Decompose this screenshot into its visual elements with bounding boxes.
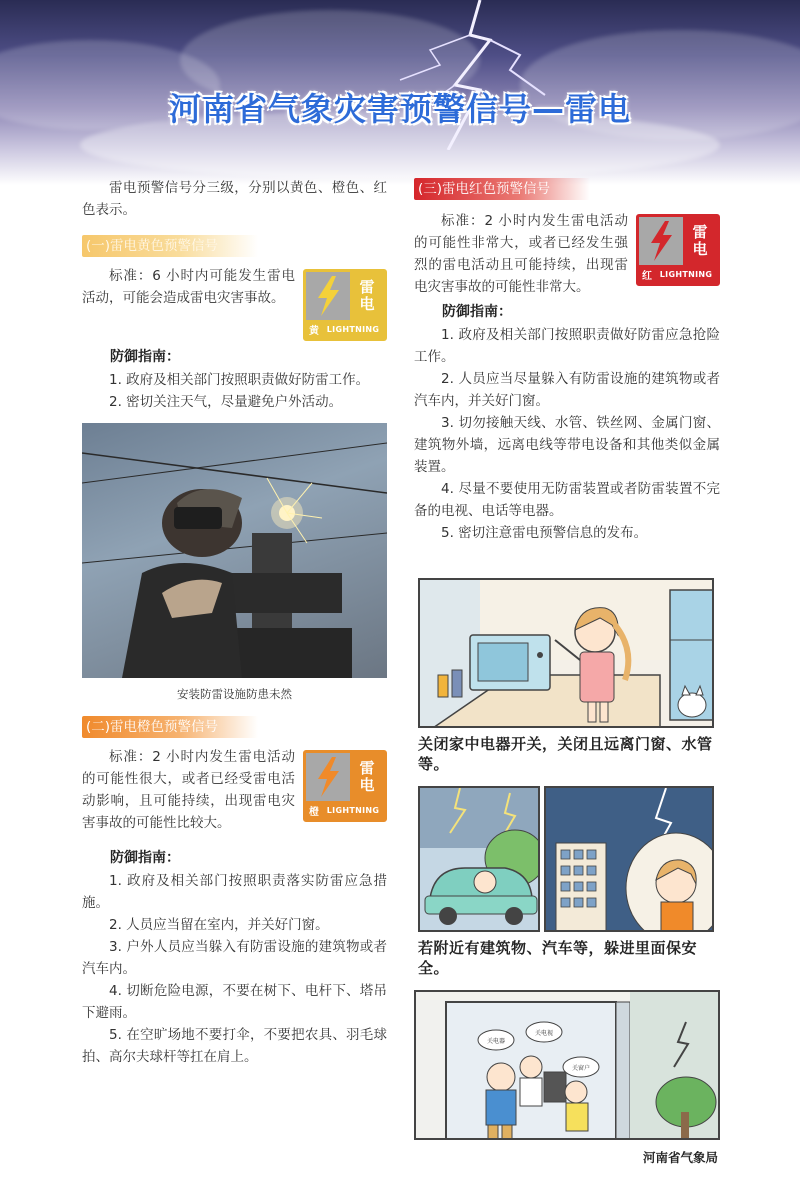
signal-char: 雷 xyxy=(692,223,708,241)
signal-english: LIGHTNING xyxy=(326,805,380,815)
orange-guide-3: 3. 户外人员应当躲入有防雷设施的建筑物或者汽车内。 xyxy=(82,939,387,977)
comic-car-illustration xyxy=(420,788,540,932)
speech-bubble-3: 关窗户 xyxy=(571,1065,591,1072)
comic-house-illustration xyxy=(416,992,720,1140)
red-guide-2: 2. 人员应当尽量躲入有防雷设施的建筑物或者汽车内，并关好门窗。 xyxy=(414,371,720,409)
photo-worker-installing xyxy=(82,423,387,678)
orange-section xyxy=(82,716,387,1068)
yellow-standard: 标准：6 小时内可能发生雷电活动，可能会造成雷电灾害事故。 xyxy=(82,268,295,306)
speech-bubble-1: 关电器 xyxy=(486,1038,506,1045)
red-signal-icon xyxy=(636,214,720,286)
lightning-icon xyxy=(639,217,683,265)
comic-kitchen xyxy=(418,578,714,728)
footer-organization: 河南省气象局 xyxy=(642,1150,718,1165)
signal-level: 红 xyxy=(642,270,652,282)
signal-level: 橙 xyxy=(309,806,319,818)
signal-char: 电 xyxy=(692,240,708,258)
orange-guide-2: 2. 人员应当留在室内，并关好门窗。 xyxy=(109,917,329,933)
intro-text: 雷电预警信号分三级，分别以黄色、橙色、红色表示。 xyxy=(82,180,387,218)
red-guide-5: 5. 密切注意雷电预警信息的发布。 xyxy=(441,525,648,541)
photo-caption: 安装防雷设施防患未然 xyxy=(177,687,292,701)
red-guide-1: 1. 政府及相关部门按照职责做好防雷应急抢险工作。 xyxy=(414,327,720,365)
comic-kitchen-illustration xyxy=(420,580,714,728)
yellow-guide-2: 2. 密切关注天气，尽量避免户外活动。 xyxy=(109,394,343,410)
signal-level: 黄 xyxy=(309,325,319,337)
speech-bubble-2: 关电视 xyxy=(534,1030,554,1037)
signal-char: 雷 xyxy=(359,759,375,777)
orange-signal-icon xyxy=(303,750,387,822)
comic-car xyxy=(418,786,540,932)
orange-guide-1: 1. 政府及相关部门按照职责落实防雷应急措施。 xyxy=(82,873,387,911)
yellow-section xyxy=(82,235,387,413)
orange-standard: 标准：2 小时内发生雷电活动的可能性很大，或者已经受雷电活动影响，且可能持续，出现雷电灾害事故的可能性比较大。 xyxy=(82,749,295,831)
comic-building-illustration xyxy=(546,788,714,932)
yellow-guide-1: 1. 政府及相关部门按照职责做好防雷工作。 xyxy=(109,372,370,388)
comic-caption-1: 关闭家中电器开关，关闭且远离门窗、水管等。 xyxy=(418,735,713,773)
signal-english: LIGHTNING xyxy=(659,269,713,279)
orange-guide-5: 5. 在空旷场地不要打伞，不要把农具、羽毛球拍、高尔夫球杆等扛在肩上。 xyxy=(82,1027,387,1065)
signal-char: 雷 xyxy=(359,278,375,296)
header-banner xyxy=(0,0,800,185)
right-column xyxy=(414,178,720,544)
signal-char: 电 xyxy=(359,295,375,313)
signal-char: 电 xyxy=(359,776,375,794)
lightning-icon xyxy=(306,753,350,801)
red-section-title: (三)雷电红色预警信号 xyxy=(414,178,590,200)
lightning-icon xyxy=(306,272,350,320)
red-section xyxy=(414,178,720,544)
red-standard: 标准：2 小时内发生雷电活动的可能性非常大，或者已经发生强烈的雷电活动且可能持续，出现雷电灾害事故的可能性非常大。 xyxy=(414,213,628,295)
orange-section-title: (二)雷电橙色预警信号 xyxy=(82,716,258,738)
yellow-section-title: (一)雷电黄色预警信号 xyxy=(82,235,258,257)
left-column xyxy=(82,175,387,1068)
yellow-guide-title: 防御指南： xyxy=(110,349,180,365)
comic-caption-2: 若附近有建筑物、汽车等，躲进里面保安全。 xyxy=(418,939,698,977)
page-title: 河南省气象灾害预警信号—雷电 xyxy=(168,90,631,128)
red-guide-4: 4. 尽量不要使用无防雷装置或者防雷装置不完备的电视、电话等电器。 xyxy=(414,481,720,519)
red-guide-title: 防御指南： xyxy=(442,304,512,320)
orange-guide-4: 4. 切断危险电源，不要在树下、电杆下、塔吊下避雨。 xyxy=(82,983,387,1021)
comic-house xyxy=(414,990,720,1140)
red-guide-3: 3. 切勿接触天线、水管、铁丝网、金属门窗、建筑物外墙，远离电线等带电设备和其他类似金属装置。 xyxy=(414,415,720,475)
orange-guide-title: 防御指南： xyxy=(110,850,180,866)
signal-english: LIGHTNING xyxy=(326,324,380,334)
yellow-signal-icon xyxy=(303,269,387,341)
photo-illustration xyxy=(82,423,387,678)
comic-building xyxy=(544,786,714,932)
